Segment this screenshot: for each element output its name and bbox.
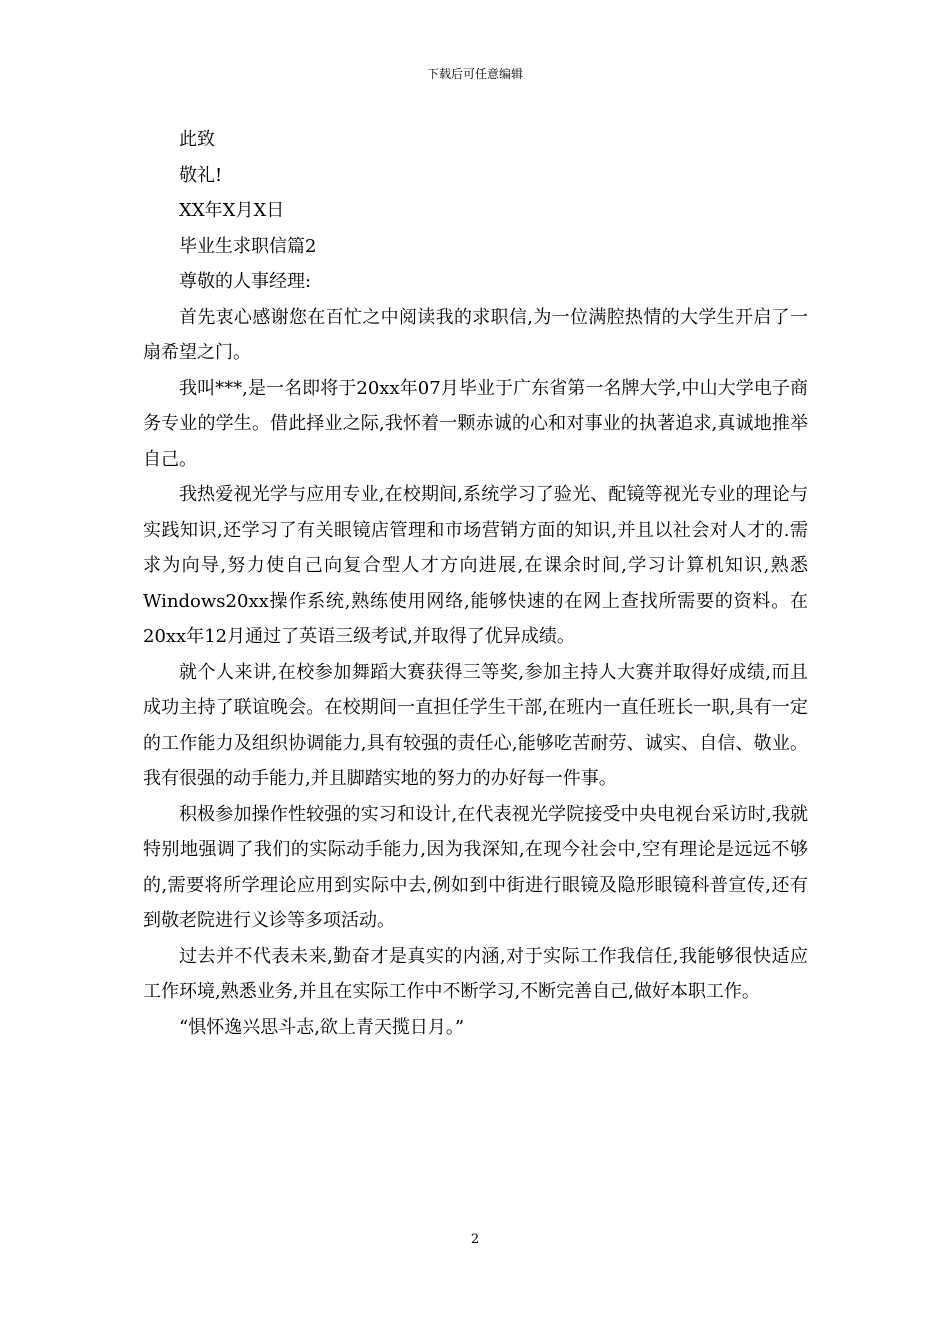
paragraph-thanks: 首先衷心感谢您在百忙之中阅读我的求职信,为一位满腔热情的大学生开启了一扇希望之门。 bbox=[143, 306, 808, 363]
paragraph-commitment: 过去并不代表未来,勤奋才是真实的内涵,对于实际工作我信任,我能够很快适应工作环境,熟悉业务,并且在实际工作中不断学习,不断完善自己,做好本职工作。 bbox=[143, 945, 808, 1002]
paragraph-introduction: 我叫***,是一名即将于20xx年07月毕业于广东省第一名牌大学,中山大学电子商务专业的学生。借此择业之际,我怀着一颗赤诚的心和对事业的执著追求,真诚地推举自己。 bbox=[143, 377, 808, 470]
page-number: 2 bbox=[470, 1232, 480, 1247]
page-header: 下载后可任意编辑 bbox=[426, 67, 523, 81]
paragraph-studies: 我热爱视光学与应用专业,在校期间,系统学习了验光、配镜等视光专业的理论与实践知识,还学习了有关眼镜店管理和市场营销方面的知识,并且以社会对人才的.需求为向导,努力使自己向复合型人才方向进展,在课余时间,学习计算机知识,熟悉Windows20xx操作系统,熟练使用网络,能够快速的在网上查找所需要的资料。在20xx年12月通过了英语三级考试,并取得了优异成绩。 bbox=[143, 484, 808, 647]
paragraph-activities: 就个人来讲,在校参加舞蹈大赛获得三等奖,参加主持人大赛并取得好成绩,而且成功主持了联谊晚会。在校期间一直担任学生干部,在班内一直任班长一职,具有一定的工作能力及组织协调能力,具有较强的责任心,能够吃苦耐劳、诚实、自信、敬业。我有很强的动手能力,并且脚踏实地的努力的办好每一件事。 bbox=[143, 661, 808, 789]
paragraph-practice: 积极参加操作性较强的实习和设计,在代表视光学院接受中央电视台采访时,我就特别地强调了我们的实际动手能力,因为我深知,在现今社会中,空有理论是远远不够的,需要将所学理论应用到实际中去,例如到中街进行眼镜及隐形眼镜科普宣传,还有到敬老院进行义诊等多项活动。 bbox=[143, 803, 808, 931]
paragraph-quote: “惧怀逸兴思斗志,欲上青天揽日月。” bbox=[179, 1016, 465, 1038]
section-title: 毕业生求职信篇2 bbox=[179, 235, 317, 257]
salutation: 尊敬的人事经理: bbox=[179, 271, 312, 292]
letter-date: XX年X月X日 bbox=[179, 200, 285, 221]
closing-regards: 敬礼! bbox=[179, 164, 223, 186]
document-body bbox=[143, 122, 808, 1045]
closing-line: 此致 bbox=[179, 129, 215, 150]
